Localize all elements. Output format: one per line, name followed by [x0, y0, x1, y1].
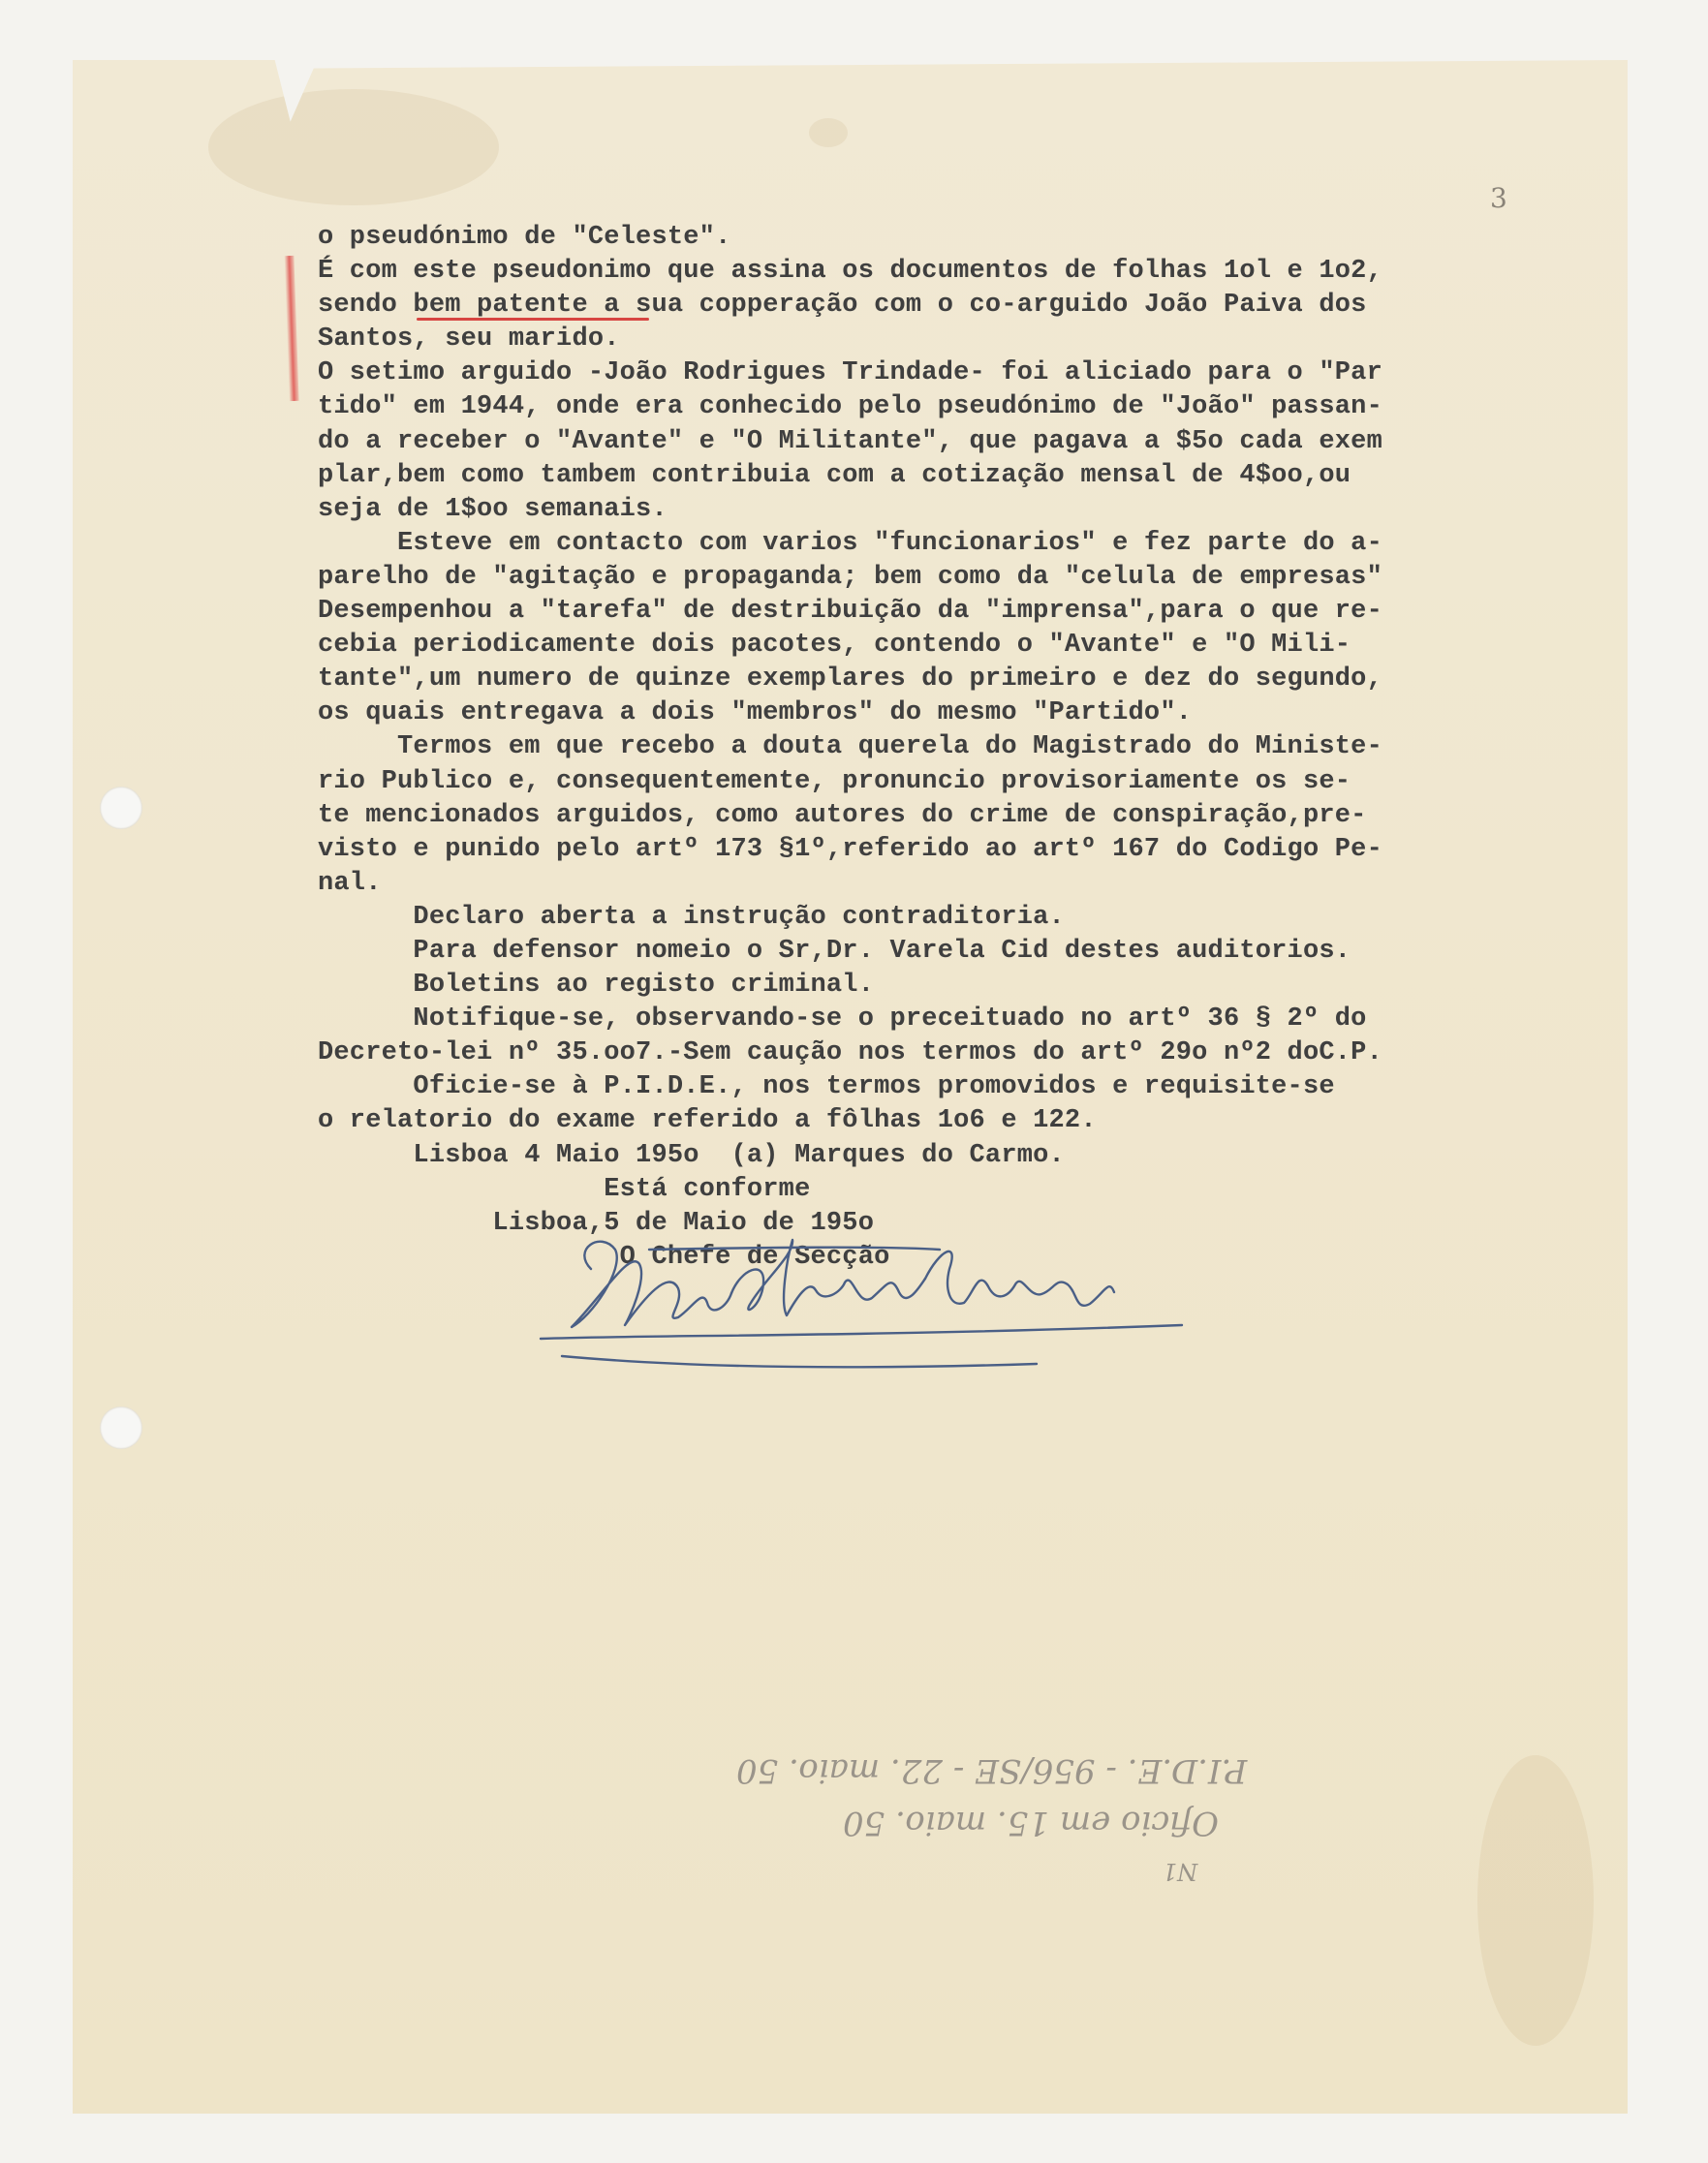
- text-line: Desempenhou a "tarefa" de destribuição da "imprensa",para o que re-: [318, 597, 1382, 627]
- text-line: te mencionados arguidos, como autores do crime de conspiração,pre-: [318, 800, 1367, 830]
- text-line: tido" em 1944, onde era conhecido pelo pseudónimo de "João" passan-: [318, 392, 1382, 422]
- text-line: sendo bem patente a sua copperação com o co-arguido João Paiva dos: [318, 291, 1367, 321]
- text-line: Esteve em contacto com varios "funcionarios" e fez parte do a-: [318, 528, 1382, 558]
- text-line: tante",um numero de quinze exemplares do primeiro e dez do segundo,: [318, 664, 1382, 695]
- handwritten-signature: [533, 1211, 1192, 1385]
- text-line: Declaro aberta a instrução contraditoria.: [318, 902, 1065, 932]
- text-line: nal.: [318, 868, 382, 898]
- text-line: O setimo arguido -João Rodrigues Trindade- foi aliciado para o "Par: [318, 358, 1382, 388]
- text-line: rio Publico e, consequentemente, pronuncio provisoriamente os se-: [318, 766, 1351, 796]
- text-line: seja de 1$oo semanais.: [318, 494, 668, 524]
- text-line: o pseudónimo de "Celeste".: [318, 223, 731, 252]
- text-line: plar,bem como tambem contribuia com a cotização mensal de 4$oo,ou: [318, 460, 1351, 490]
- text-line: Lisboa 4 Maio 195o (a) Marques do Carmo.: [318, 1140, 1065, 1170]
- text-line: os quais entregava a dois "membros" do mesmo "Partido".: [318, 698, 1193, 728]
- paper-stain: [809, 118, 848, 147]
- text-line: Está conforme: [318, 1174, 811, 1204]
- text-line: o relatorio do exame referido a fôlhas 1o6 e 122.: [318, 1106, 1097, 1136]
- text-line: É com este pseudonimo que assina os documentos de folhas 1ol e 1o2,: [318, 257, 1382, 287]
- text-line: Lisboa,5 de Maio de 195o: [318, 1208, 875, 1238]
- typed-body-text: [318, 221, 1616, 1275]
- text-line: Decreto-lei nº 35.oo7.-Sem caução nos termos do artº 29o nº2 doC.P.: [318, 1038, 1382, 1068]
- text-line: Boletins ao registo criminal.: [318, 971, 875, 1001]
- paper-stain: [1477, 1755, 1594, 2046]
- text-line: Notifique-se, observando-se o preceituado no artº 36 § 2º do: [318, 1004, 1367, 1035]
- pencil-note-oficio: Oficio em 15. maio. 50: [843, 1804, 1219, 1842]
- text-line: do a receber o "Avante" e "O Militante", que pagava a $5o cada exem: [318, 426, 1382, 456]
- text-line: O Chefe de Secção: [318, 1242, 890, 1272]
- punch-hole: [100, 1406, 142, 1449]
- page-number: 3: [1490, 182, 1507, 214]
- pencil-note-reference: P.I.D.E. - 956/SE - 22. maio. 50: [736, 1751, 1248, 1790]
- text-line: Oficie-se à P.I.D.E., nos termos promovidos e requisite-se: [318, 1072, 1335, 1102]
- paper-stain: [208, 89, 499, 205]
- text-line: Termos em que recebo a douta querela do Magistrado do Ministe-: [318, 732, 1382, 762]
- text-line: parelho de "agitação e propaganda; bem como da "celula de empresas": [318, 562, 1382, 592]
- pencil-note-initial: N1: [1163, 1858, 1198, 1885]
- text-line: Santos, seu marido.: [318, 324, 620, 355]
- text-line: visto e punido pelo artº 173 §1º,referido ao artº 167 do Codigo Pe-: [318, 834, 1382, 864]
- text-line: cebia periodicamente dois pacotes, contendo o "Avante" e "O Mili-: [318, 631, 1351, 661]
- punch-hole: [100, 787, 142, 829]
- text-line: Para defensor nomeio o Sr,Dr. Varela Cid destes auditorios.: [318, 936, 1351, 966]
